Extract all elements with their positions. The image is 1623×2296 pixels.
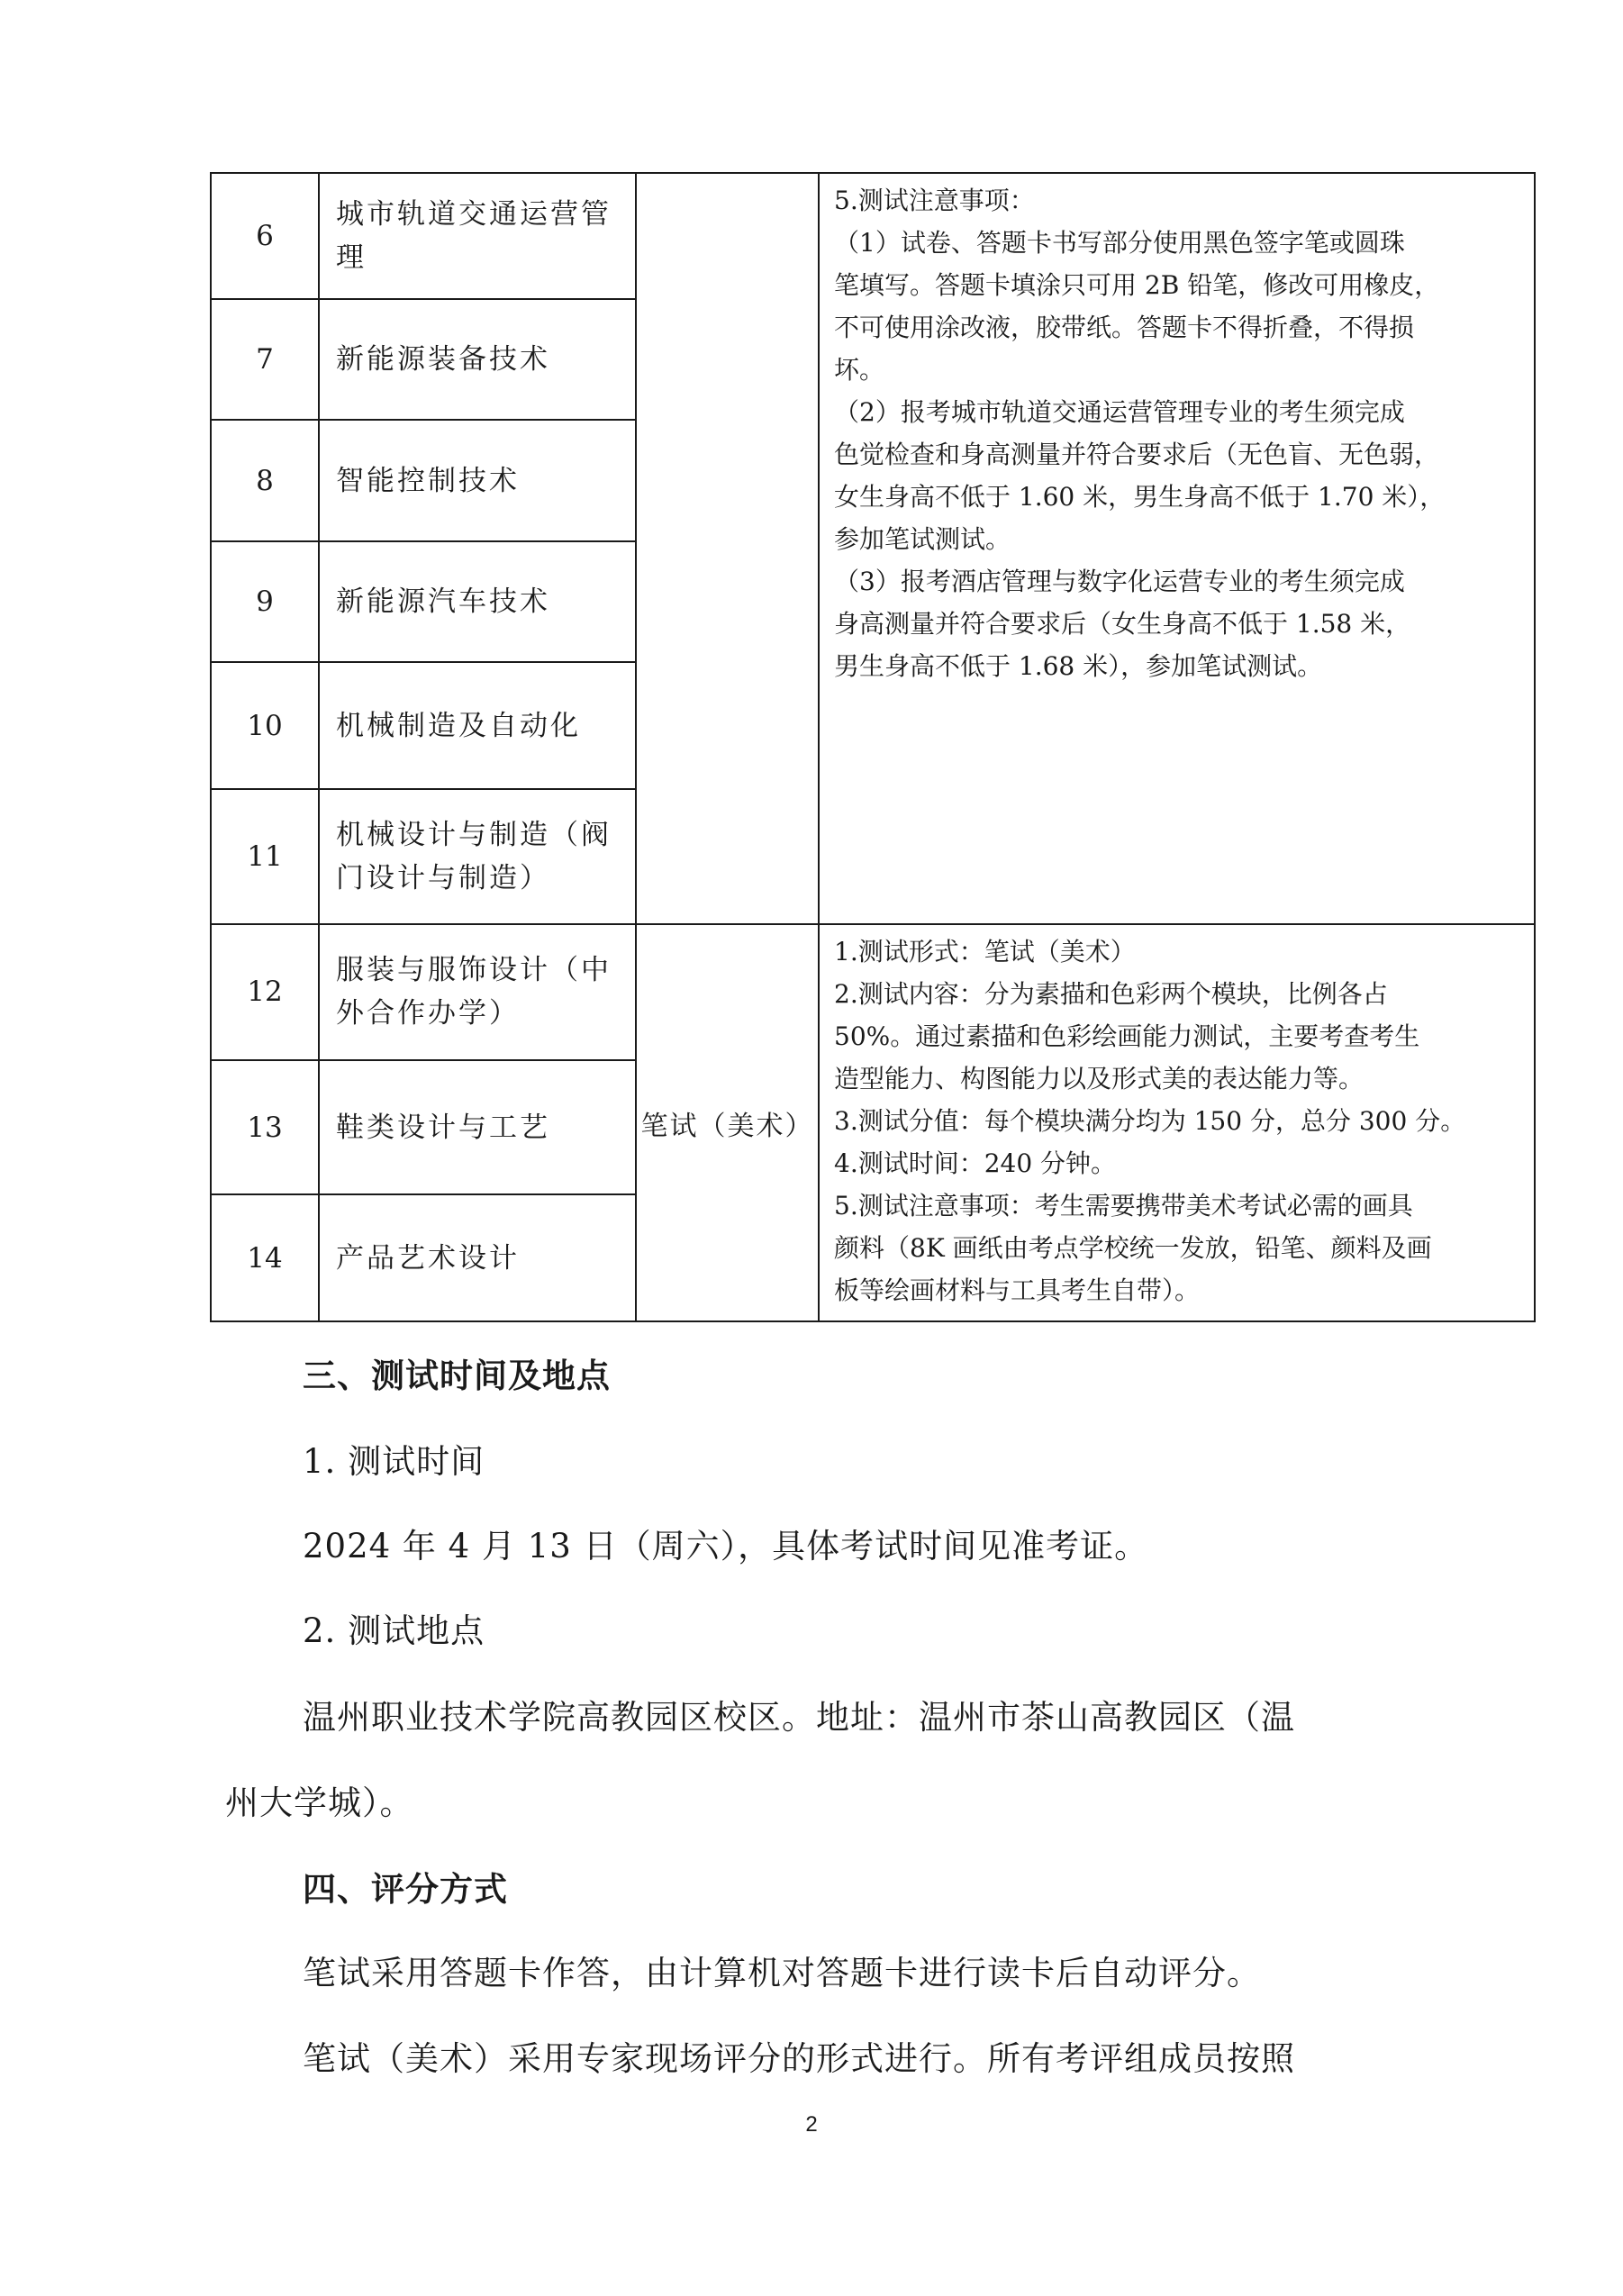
page-number: 2 [805, 2112, 818, 2137]
requirements-table [210, 172, 1536, 1322]
table-row [211, 924, 1535, 1060]
major-name: 城市轨道交通运营管理 [319, 173, 636, 299]
note-line: 3.测试分值：每个模块满分均为 150 分，总分 300 分。 [834, 1106, 1466, 1136]
note-line: 坏。 [834, 355, 885, 385]
major-name: 服装与服饰设计（中外合作办学） [319, 924, 636, 1060]
test-method-cell: 笔试（美术） [636, 924, 819, 1321]
note-line: 不可使用涂改液，胶带纸。答题卡不得折叠，不得损 [834, 313, 1415, 342]
note-line: 4.测试时间：240 分钟。 [834, 1148, 1117, 1178]
major-name: 产品艺术设计 [319, 1194, 636, 1321]
row-number: 14 [211, 1194, 319, 1321]
major-name: 鞋类设计与工艺 [319, 1060, 636, 1195]
note-line: 50%。通过素描和色彩绘画能力测试，主要考查考生 [834, 1021, 1420, 1051]
major-name: 智能控制技术 [319, 420, 636, 541]
row-number: 6 [211, 173, 319, 299]
note-line: 参加笔试测试。 [834, 524, 1011, 554]
note-line: 颜料（8K 画纸由考点学校统一发放，铅笔、颜料及画 [834, 1233, 1432, 1263]
note-line: 造型能力、构图能力以及形式美的表达能力等。 [834, 1064, 1365, 1094]
row-number: 9 [211, 541, 319, 662]
test-notes-cell [819, 173, 1535, 924]
note-line: 女生身高不低于 1.60 米，男生身高不低于 1.70 米）， [834, 482, 1446, 512]
note-line: （3）报考酒店管理与数字化运营专业的考生须完成 [834, 567, 1405, 596]
table-row [211, 173, 1535, 299]
note-line: 1.测试形式：笔试（美术） [834, 937, 1136, 966]
row-number: 7 [211, 299, 319, 420]
note-line: 男生身高不低于 1.68 米），参加笔试测试。 [834, 651, 1323, 681]
note-line: 5.测试注意事项：考生需要携带美术考试必需的画具 [834, 1191, 1413, 1221]
major-name: 机械设计与制造（阀门设计与制造） [319, 789, 636, 924]
section-heading: 三、测试时间及地点 [303, 1356, 611, 1395]
major-name: 机械制造及自动化 [319, 662, 636, 789]
note-line: 5.测试注意事项： [834, 186, 1035, 215]
note-line: （1）试卷、答题卡书写部分使用黑色签字笔或圆珠 [834, 228, 1405, 258]
paragraph: 笔试采用答题卡作答，由计算机对答题卡进行读卡后自动评分。 [303, 1954, 1261, 1992]
paragraph: 州大学城）。 [225, 1783, 414, 1822]
section-heading: 四、评分方式 [303, 1869, 508, 1909]
note-line: 身高测量并符合要求后（女生身高不低于 1.58 米， [834, 609, 1411, 639]
row-number: 12 [211, 924, 319, 1060]
test-method-cell [636, 173, 819, 924]
subsection-title: 1. 测试时间 [303, 1442, 485, 1481]
paragraph: 2024 年 4 月 13 日（周六），具体考试时间见准考证。 [303, 1527, 1149, 1565]
note-line: 笔填写。答题卡填涂只可用 2B 铅笔，修改可用橡皮， [834, 270, 1440, 300]
note-line: 板等绘画材料与工具考生自带）。 [834, 1275, 1201, 1305]
test-notes-cell [819, 924, 1535, 1321]
subsection-title: 2. 测试地点 [303, 1611, 485, 1650]
major-name: 新能源装备技术 [319, 299, 636, 420]
row-number: 11 [211, 789, 319, 924]
major-name: 新能源汽车技术 [319, 541, 636, 662]
note-line: 2.测试内容：分为素描和色彩两个模块，比例各占 [834, 979, 1388, 1009]
paragraph: 笔试（美术）采用专家现场评分的形式进行。所有考评组成员按照 [303, 2039, 1295, 2078]
note-line: （2）报考城市轨道交通运营管理专业的考生须完成 [834, 397, 1405, 427]
note-line: 色觉检查和身高测量并符合要求后（无色盲、无色弱， [834, 440, 1440, 469]
row-number: 13 [211, 1060, 319, 1195]
row-number: 10 [211, 662, 319, 789]
row-number: 8 [211, 420, 319, 541]
paragraph: 温州职业技术学院高教园区校区。地址：温州市茶山高教园区（温 [303, 1698, 1295, 1737]
